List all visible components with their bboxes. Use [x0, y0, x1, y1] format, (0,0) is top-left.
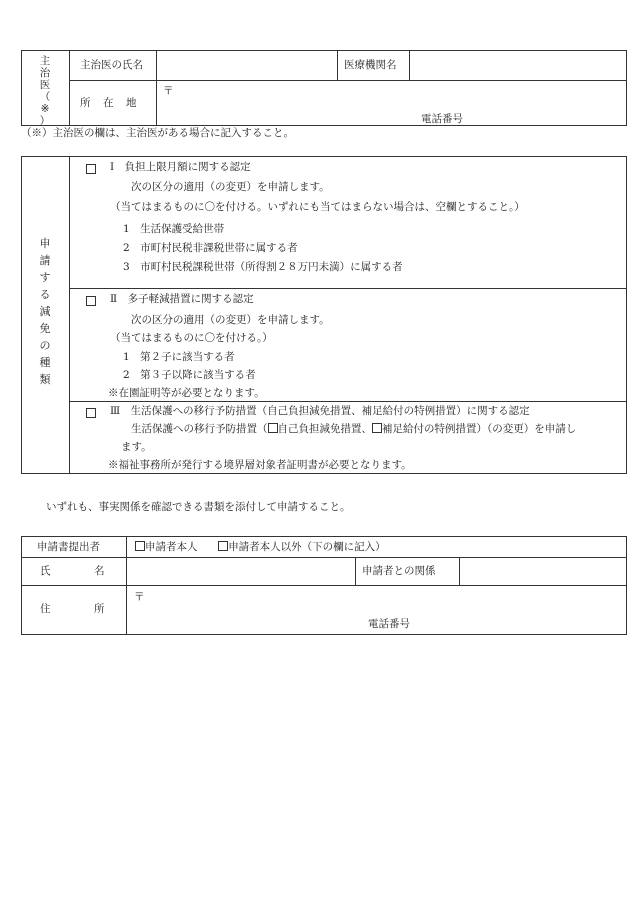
address-field[interactable] [146, 588, 616, 616]
section1-line1: 次の区分の適用（の変更）を申請します。 [131, 181, 330, 193]
submitter-label: 申請書提出者 [37, 541, 100, 553]
submitter-other-label: 申請者本人以外（下の欄に記入） [228, 541, 386, 553]
section2-line1: 次の区分の適用（の変更）を申請します。 [131, 314, 330, 326]
section3-note: ※福祉事務所が発行する境界層対象者証明書が必要となります。 [108, 459, 412, 471]
relation-label: 申請者との関係 [362, 565, 436, 577]
doctor-address-field[interactable] [175, 82, 615, 108]
institution-label: 医療機関名 [344, 59, 397, 71]
institution-field[interactable] [410, 51, 626, 79]
submitter-other-checkbox[interactable] [218, 541, 228, 551]
section3-option1-label: 自己負担減免措置、 [277, 423, 372, 435]
doctor-side-label: 主 治 医 （ ※ ） [39, 55, 51, 127]
section3-title: Ⅲ 生活保護への移行予防措置（自己負担減免措置、補足給付の特例措置）に関する認定 [110, 405, 530, 417]
section3-line2: ます。 [121, 441, 152, 453]
submitter-self-label: 申請者本人 [145, 541, 198, 553]
doctor-address-label: 所 在 地 [80, 97, 138, 109]
submitter-phone-label: 電話番号 [368, 618, 410, 630]
section3-line1 [131, 422, 576, 436]
doctor-name-label: 主治医の氏名 [80, 59, 143, 71]
attach-note: いずれも、事実関係を確認できる書類を添付して申請すること。 [46, 501, 351, 513]
submitter-postal-mark: 〒 [134, 591, 145, 603]
section2-line2: （当てはまるものに〇を付ける。） [110, 332, 273, 344]
section3-option1-checkbox[interactable] [268, 423, 278, 433]
submitter-self-checkbox[interactable] [135, 541, 145, 551]
section1-checkbox[interactable] [86, 164, 96, 174]
section3-checkbox[interactable] [86, 408, 96, 418]
name-label: 氏 名 [40, 565, 108, 577]
section3-option2-label: 補足給付の特例措置）（の変更）を申請し [382, 423, 577, 435]
section2-title: Ⅱ 多子軽減措置に関する認定 [110, 293, 254, 305]
doctor-postal-mark: 〒 [163, 85, 174, 97]
reduction-side-label: 申 請 す る 減 免 の 種 類 [39, 237, 51, 386]
doctor-note: （※）主治医の欄は、主治医がある場合に記入すること。 [21, 127, 294, 139]
address-label: 住 所 [40, 603, 108, 615]
section2-note: ※在園証明等が必要となります。 [108, 387, 265, 399]
section2-checkbox[interactable] [86, 296, 96, 306]
section2-item-2[interactable]: 2 第３子以降に該当する者 [123, 369, 256, 381]
relation-field[interactable] [460, 558, 626, 584]
section3-option2-checkbox[interactable] [372, 423, 382, 433]
section1-line2: （当てはまるものに〇を付ける。いずれにも当てはまらない場合は、空欄とすること。） [110, 201, 525, 213]
doctor-name-field[interactable] [157, 51, 336, 79]
name-field[interactable] [127, 558, 354, 584]
section2-item-1[interactable]: 1 第２子に該当する者 [123, 351, 235, 363]
section1-item-3[interactable]: 3 市町村民税課税世帯（所得割２８万円未満）に属する者 [123, 261, 403, 273]
section1-title: Ⅰ 負担上限月額に関する認定 [110, 161, 251, 173]
doctor-phone-label: 電話番号 [421, 113, 463, 125]
section3-line1-text-a: 生活保護への移行予防措置（ [131, 423, 268, 435]
submitter-options [135, 540, 386, 554]
section1-item-2[interactable]: 2 市町村民税非課税世帯に属する者 [123, 242, 298, 254]
section1-item-1[interactable]: 1 生活保護受給世帯 [123, 223, 225, 235]
